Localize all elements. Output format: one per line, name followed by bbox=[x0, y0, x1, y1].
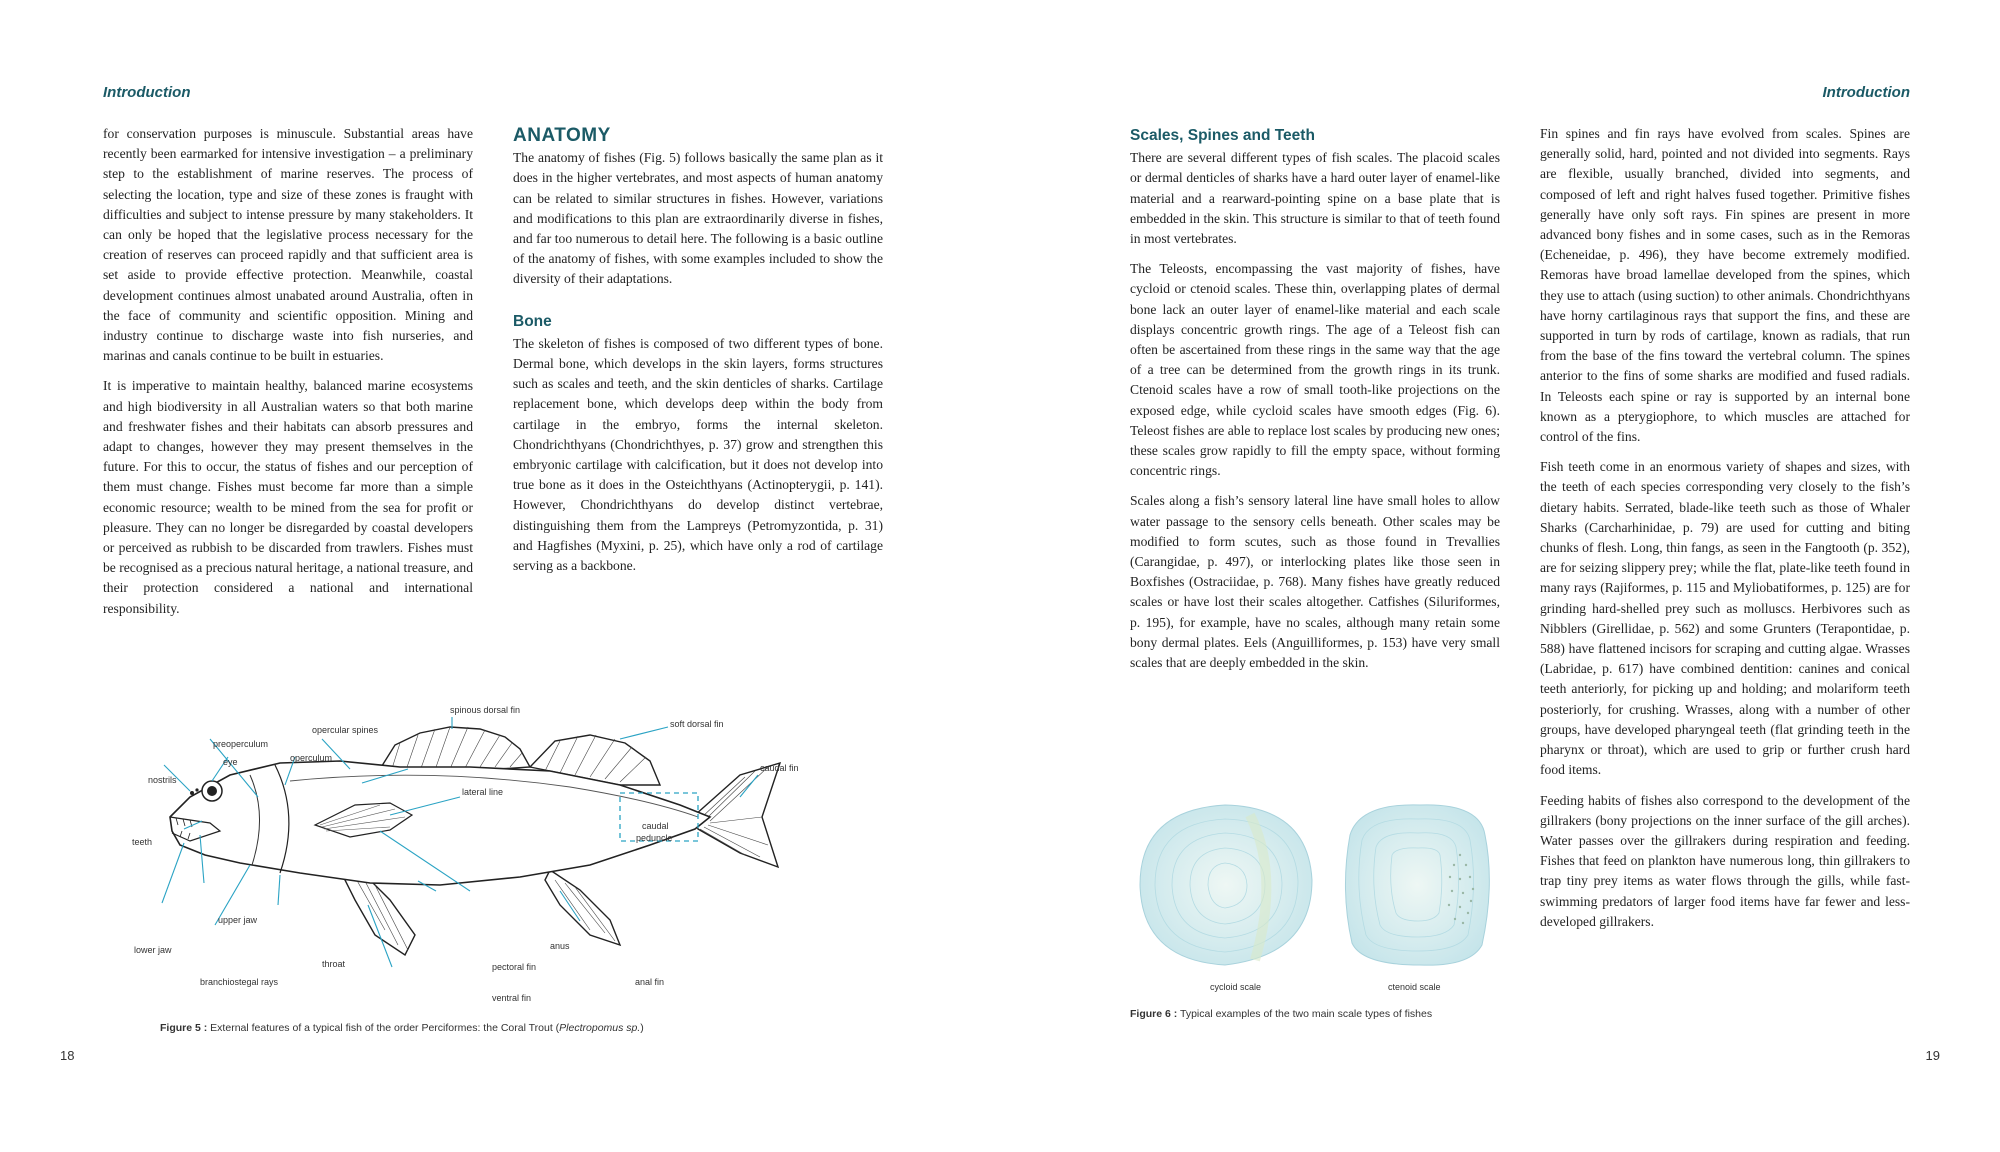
right-page bbox=[1000, 0, 2000, 1152]
caudal-fin-shape bbox=[695, 763, 780, 867]
ctenoid-scale-illustration bbox=[1345, 805, 1489, 965]
paragraph: Scales along a fish’s sensory lateral line have small holes to allow water passage to the sensory cells beneath. Other scales may be modified to form scutes, such as those found in Trevallies (Carangidae, p. 497), or interlocking plates like those seen in Boxfishes (Ostraciidae, p. 768). Many fishes have greatly reduced scales or have lost their scales altogether. Catfishes (Siluriformes, p. 195), for example, have no scales, although many retain some bony dermal plates. Eels (Anguilliformes, p. 153) have very small scales that are deeply embedded in the skin. bbox=[1130, 493, 1500, 671]
label-nostrils: nostrils bbox=[148, 775, 177, 785]
left-column-1 bbox=[103, 124, 473, 629]
label-soft-dorsal-fin: soft dorsal fin bbox=[670, 719, 724, 729]
paragraph: The skeleton of fishes is composed of two different types of bone. Dermal bone, which develops in the skin layers, forms structures such as scales and teeth, and the skin denticles of sharks. Cartilage replacement bone, which develops deep within the body from cartilage in the embryo, forms the internal skeleton. Chondrichthyans (Chondrichthyes, p. 37) grow and strengthen this embryonic cartilage with calcification, but it does not develop into true bone as it does in the Osteichthyans (Actinopterygii, p. 141). However, Chondrichthyans do develop distinct vertebrae, distinguishing them from the Lampreys (Petromyzontida, p. 31) and Hagfishes (Myxini, p. 25), which have only a rod of cartilage serving as a backbone. bbox=[513, 335, 883, 574]
label-ctenoid-scale: ctenoid scale bbox=[1388, 982, 1441, 992]
label-caudal-peduncle-line1: caudal bbox=[642, 821, 669, 831]
running-head: Introduction bbox=[103, 84, 191, 101]
paragraph: The Teleosts, encompassing the vast majority of fishes, have cycloid or ctenoid scales. These thin, overlapping plates of dermal bone lack an outer layer of enamel-like material and each scale displays concentric growth rings. The age of a Teleost fish can often be ascertained from these rings in the same way that the age of a tree can be determined from the growth rings in its trunk. Ctenoid scales have a row of small tooth-like projections on the exposed edge, while cycloid scales have smooth edges (Fig. 6). Teleost fishes are able to replace lost scales by producing new ones; these scales grow rapidly to fill the empty space, without forming concentric rings. bbox=[1130, 261, 1500, 479]
label-lateral-line: lateral line bbox=[462, 787, 504, 797]
anal-fin-shape bbox=[545, 870, 620, 945]
label-anus: anus bbox=[550, 941, 570, 951]
label-teeth: teeth bbox=[132, 837, 153, 847]
label-spinous-dorsal-fin: spinous dorsal fin bbox=[450, 705, 521, 715]
cycloid-scale-illustration bbox=[1140, 805, 1312, 965]
label-anal-fin: anal fin bbox=[635, 977, 665, 987]
caption-italic: Plectropomus sp. bbox=[559, 1022, 641, 1034]
label-lower-jaw: lower jaw bbox=[134, 945, 172, 955]
label-caudal-fin: caudal fin bbox=[760, 763, 799, 773]
subheading-scales-spines-teeth: Scales, Spines and Teeth bbox=[1130, 127, 1315, 144]
paragraph: It is imperative to maintain healthy, balanced marine ecosystems and high biodiversity in all Australian waters so that both marine and freshwater fishes and their habitats can absorb pressures and adapt to changes, however they may present themselves in the future. For this to occur, the status of fishes and our perception of them must change. Fishes must become far more than a simple economic resource; wealth to be mined from the sea for profit or pleasure. They can no longer be disregarded by coastal developers or perceived as rubbish to be discarded from trawlers. Fishes must be recognised as a precious natural heritage, a national treasure, and their protection considered a national and international responsibility. bbox=[103, 378, 473, 616]
paragraph: Fish teeth come in an enormous variety of shapes and sizes, with the teeth of each species corresponding very closely to the fish’s dietary habits. Serrated, blade-like teeth such as those of Whaler Sharks (Carcharhinidae, p. 79) are used for cutting and biting chunks of flesh. Long, thin fangs, as seen in the Fangtooth (p. 352), are for seizing slippery prey; while the flat, plate-like teeth found in many rays (Rajiformes, p. 115 and Myliobatiformes, p. 125) are for grinding hard-shelled prey such as molluscs. Herbivores such as Nibblers (Girellidae, p. 562) and some Grunters (Terapontidae, p. 588) have flattened incisors for scraping and cutting algae. Wrasses (Labridae, p. 617) have combined dentition: canines and conical teeth anteriorly, for picking up and holding; and molariform teeth posteriorly, for crushing. Wrasses, along with a number of other groups, have developed pharyngeal teeth (flat grinding teeth in the pharynx or throat), which are used to grip or further crush hard food items. bbox=[1540, 459, 1910, 778]
label-operculum: operculum bbox=[290, 753, 333, 763]
label-caudal-peduncle-line2: peduncle bbox=[636, 833, 673, 843]
label-branchiostegal-rays: branchiostegal rays bbox=[200, 977, 279, 987]
paragraph: Fin spines and fin rays have evolved from scales. Spines are generally solid, hard, pointed and not divided into segments. Rays are flexible, usually branched, divided into segments, and composed of left and right halves fused together. Primitive fishes generally have only soft rays. Fin spines are present in more advanced bony fishes and in some cases, such as in the Remoras (Echeneidae, p. 496), they have become extremely modified. Remoras have broad lamellae developed from the spines, which they use to attach (using suction) to other animals. Chondrichthyans have horny cartilaginous rays that support the fins, and these are supported in turn by rods of cartilage, known as radials, that run from the base of the fins toward the vertebral column. The spines anterior to the fins of some sharks are modified and fused radials. In Teleosts each spine or ray is supported by an internal bone known as a pterygiophore, to which muscles are attached for control of the fins. bbox=[1540, 126, 1910, 445]
caption-text: External features of a typical fish of the order Perciformes: the Coral Trout ( bbox=[207, 1022, 560, 1034]
caption-label: Figure 6 : bbox=[1130, 1008, 1178, 1020]
label-upper-jaw: upper jaw bbox=[218, 915, 258, 925]
right-column-1 bbox=[1130, 126, 1500, 683]
paragraph: There are several different types of fish scales. The placoid scales or dermal denticles of sharks have a hard outer layer of enamel-like material and a rearward-pointing spine on a base plate that is embedded in the skin. This structure is similar to that of teeth found in most vertebrates. bbox=[1130, 150, 1500, 247]
figure-6-caption bbox=[1130, 1008, 1432, 1020]
left-column-2 bbox=[513, 126, 883, 586]
caption-end: ) bbox=[640, 1022, 644, 1034]
caption-label: Figure 5 : bbox=[160, 1022, 208, 1034]
label-opercular-spines: opercular spines bbox=[312, 725, 379, 735]
running-head: Introduction bbox=[1822, 84, 1910, 101]
page-number: 19 bbox=[1925, 1048, 1940, 1063]
paragraph: The anatomy of fishes (Fig. 5) follows basically the same plan as it does in the higher vertebrates, and most aspects of human anatomy can be related to similar structures in fishes. However, variations and modifications to this plan are extraordinarily diverse in fishes, and far too numerous to detail here. The following is a basic outline of the anatomy of fishes, with some examples included to show the diversity of their adaptations. bbox=[513, 150, 883, 287]
right-column-2 bbox=[1540, 124, 1910, 942]
label-throat: throat bbox=[322, 959, 346, 969]
figure-5-caption bbox=[160, 1022, 644, 1034]
paragraph: Feeding habits of fishes also correspond to the development of the gillrakers (bony projections on the inner surface of the gill arches). Water passes over the gillrakers during respiration and feeding. Fishes that feed on plankton have numerous long, thin gillrakers to trap tiny prey items as water flows through the gills, while fast-swimming predators of larger food items have far fewer and less-developed gillrakers. bbox=[1540, 792, 1910, 929]
fish-anatomy-figure bbox=[132, 705, 860, 1005]
caption-text: Typical examples of the two main scale types of fishes bbox=[1177, 1008, 1433, 1020]
label-ventral-fin: ventral fin bbox=[492, 993, 532, 1003]
label-preoperculum: preoperculum bbox=[213, 739, 269, 749]
scale-types-figure bbox=[1130, 795, 1510, 995]
label-cycloid-scale: cycloid scale bbox=[1210, 982, 1262, 992]
page-number: 18 bbox=[60, 1048, 75, 1063]
section-heading-anatomy: ANATOMY bbox=[513, 125, 611, 146]
paragraph: for conservation purposes is minuscule. Substantial areas have recently been earmarked for intensive investigation – a preliminary step to the establishment of marine reserves. The process of selecting the location, type and size of these zones is fraught with difficulties and subject to intense pressure by many stakeholders. It can only be hoped that the legislative process necessary for the creation of reserves can proceed rapidly and that sufficient area is set aside to provide effective protection. Meanwhile, coastal development continues almost unabated around Australia, often in the face of community and scientific opposition. Mining and industry continue to discharge waste into fish nurseries, and marinas and canals continue to be built in estuaries. bbox=[103, 126, 473, 364]
label-pectoral-fin: pectoral fin bbox=[492, 962, 537, 972]
label-eye: eye bbox=[223, 757, 238, 767]
subheading-bone: Bone bbox=[513, 312, 552, 330]
